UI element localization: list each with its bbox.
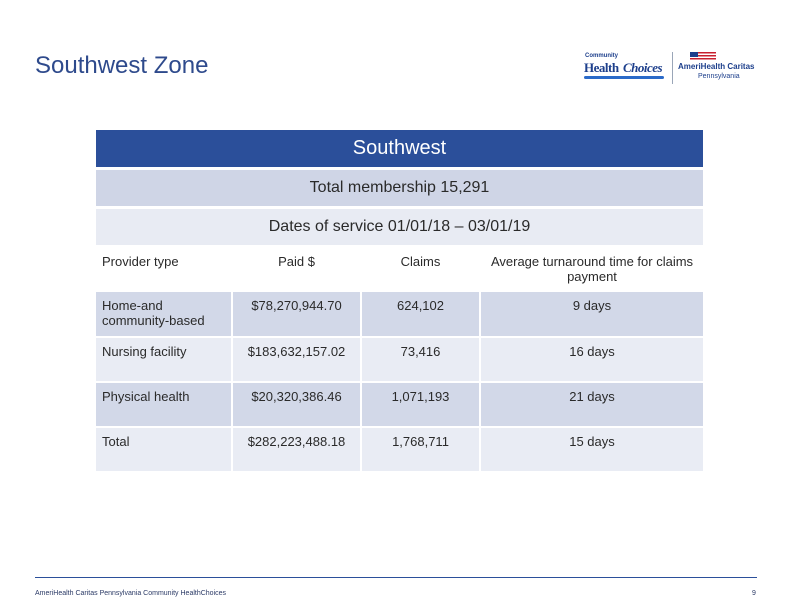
claims-table [96,130,703,473]
membership-band: Total membership 15,291 [96,170,703,206]
footer-divider [35,577,757,578]
column-header: Provider type [96,248,233,292]
footer-text: AmeriHealth Caritas Pennsylvania Community HealthChoices [35,590,227,597]
table-row [96,292,703,338]
table-row [96,338,703,383]
claims-cell: 73,416 [362,338,481,383]
claims-cell: 1,768,711 [362,428,481,473]
logo-divider [672,52,673,84]
flag-icon [690,52,716,61]
logo-name-text: AmeriHealth Caritas [678,62,755,71]
table-header-band: Southwest [96,130,703,167]
dates-band: Dates of service 01/01/18 – 03/01/19 [96,209,703,245]
turnaround-cell: 16 days [481,338,703,383]
page-title: Southwest Zone [35,52,209,79]
table-row-total [96,428,703,473]
column-header: Average turnaround time for claims payment [481,248,703,292]
logo-community-text: Community [585,53,618,59]
claims-cell: 624,102 [362,292,481,338]
turnaround-cell: 15 days [481,428,703,473]
paid-cell: $183,632,157.02 [233,338,362,383]
claims-cell: 1,071,193 [362,383,481,428]
logo-swoosh [584,76,664,79]
community-healthchoices-logo [584,50,668,86]
logo-state-text: Pennsylvania [698,73,740,80]
provider-type-cell: Home-and community-based [96,292,233,338]
table-row [96,383,703,428]
paid-cell: $20,320,386.46 [233,383,362,428]
provider-type-cell: Total [96,428,233,473]
table-grid [96,248,703,473]
provider-type-cell: Nursing facility [96,338,233,383]
partner-logos [584,50,760,86]
turnaround-cell: 21 days [481,383,703,428]
logo-choices-text: Choices [623,60,663,75]
provider-type-cell: Physical health [96,383,233,428]
column-header: Claims [362,248,481,292]
turnaround-cell: 9 days [481,292,703,338]
amerihealth-caritas-logo [678,50,760,86]
page-number: 9 [752,590,756,597]
logo-health-text: Health [584,60,619,75]
column-header-row [96,248,703,292]
paid-cell: $78,270,944.70 [233,292,362,338]
column-header: Paid $ [233,248,362,292]
paid-cell: $282,223,488.18 [233,428,362,473]
